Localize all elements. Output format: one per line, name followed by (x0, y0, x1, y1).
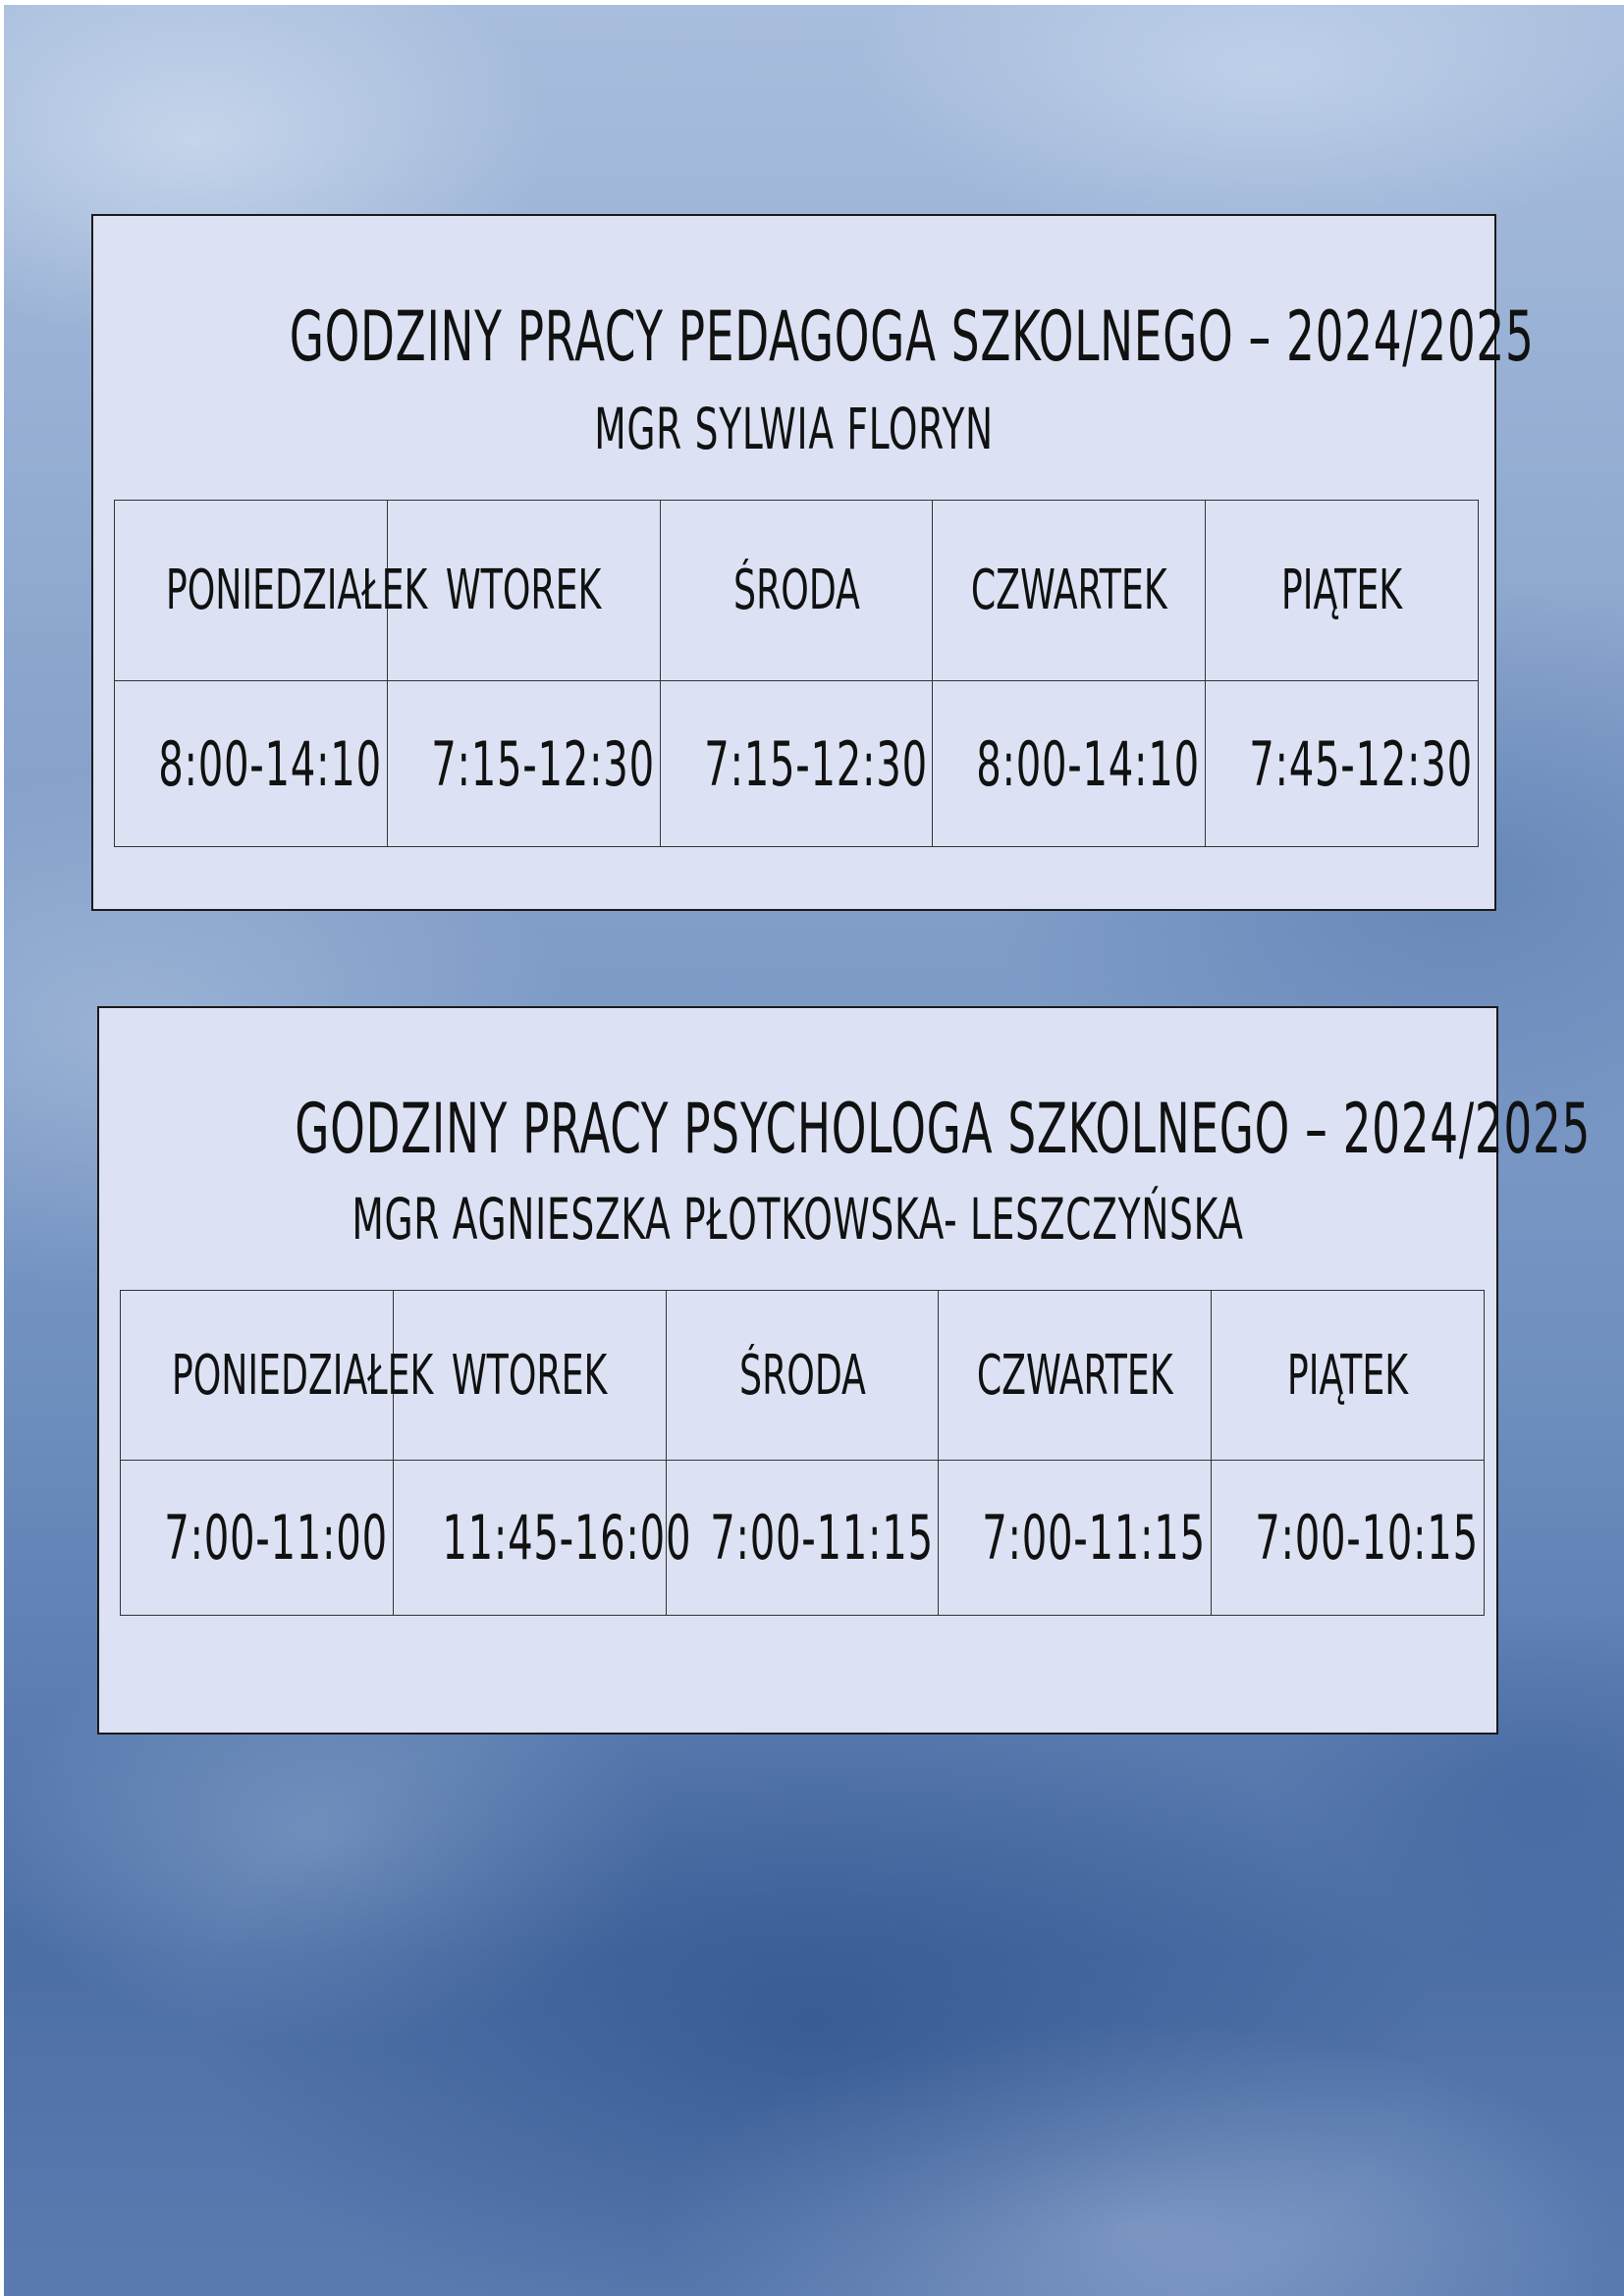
counselor-hours-panel (91, 214, 1535, 911)
table-row (115, 681, 1479, 847)
table-row (121, 1461, 1485, 1616)
day-label: CZWARTEK (971, 559, 1168, 622)
hours-cell (933, 681, 1206, 847)
psychologist-panel-title: GODZINY PRACY PSYCHOLOGA SZKOLNEGO – 2024/2025 (295, 1089, 1592, 1169)
hours-cell (393, 1461, 692, 1616)
page-top-edge (0, 0, 1624, 5)
day-header-cell (115, 501, 428, 681)
hours-cell (660, 681, 933, 847)
hours-value: 8:00-14:10 (976, 727, 1201, 800)
day-header-cell (666, 1291, 939, 1461)
day-label: PONIEDZIAŁEK (171, 1343, 434, 1408)
day-label: PIĄTEK (1287, 1343, 1409, 1408)
hours-value: 7:15-12:30 (703, 727, 928, 800)
counselor-schedule-table (114, 500, 1479, 847)
day-label: WTOREK (451, 1343, 608, 1408)
hours-cell (121, 1461, 394, 1616)
page-left-edge (0, 0, 4, 2296)
day-header-cell (1206, 501, 1479, 681)
hours-cell (387, 681, 660, 847)
day-header-cell (933, 501, 1206, 681)
psychologist-hours-panel (97, 1006, 1592, 1735)
day-header-cell (387, 501, 660, 681)
day-header-cell (121, 1291, 434, 1461)
day-label: WTOREK (445, 559, 602, 622)
day-header-cell (393, 1291, 666, 1461)
day-label: ŚRODA (738, 1343, 866, 1408)
day-header-cell (939, 1291, 1212, 1461)
table-row (115, 501, 1479, 681)
day-header-cell (1212, 1291, 1485, 1461)
day-label: PIĄTEK (1281, 559, 1403, 622)
hours-value: 8:00-14:10 (158, 727, 382, 800)
psychologist-schedule-table (120, 1290, 1485, 1616)
hours-value: 11:45-16:00 (442, 1502, 692, 1574)
hours-value: 7:45-12:30 (1249, 727, 1474, 800)
hours-cell (1212, 1461, 1485, 1616)
hours-value: 7:00-10:15 (1255, 1502, 1480, 1574)
day-label: PONIEDZIAŁEK (165, 559, 428, 622)
hours-cell (939, 1461, 1212, 1616)
hours-value: 7:00-11:00 (164, 1502, 388, 1574)
hours-value: 7:00-11:15 (982, 1502, 1207, 1574)
hours-cell (115, 681, 388, 847)
counselor-panel-title: GODZINY PRACY PEDAGOGA SZKOLNEGO – 2024/2025 (289, 296, 1535, 377)
day-label: CZWARTEK (977, 1343, 1174, 1408)
psychologist-name: MGR AGNIESZKA PŁOTKOWSKA- LESZCZYŃSKA (352, 1186, 1244, 1253)
hours-cell (1206, 681, 1479, 847)
day-label: ŚRODA (732, 559, 860, 622)
counselor-name: MGR SYLWIA FLORYN (594, 396, 994, 462)
day-header-cell (660, 501, 933, 681)
hours-value: 7:15-12:30 (431, 727, 655, 800)
hours-cell (666, 1461, 939, 1616)
table-row (121, 1291, 1485, 1461)
hours-value: 7:00-11:15 (709, 1502, 934, 1574)
